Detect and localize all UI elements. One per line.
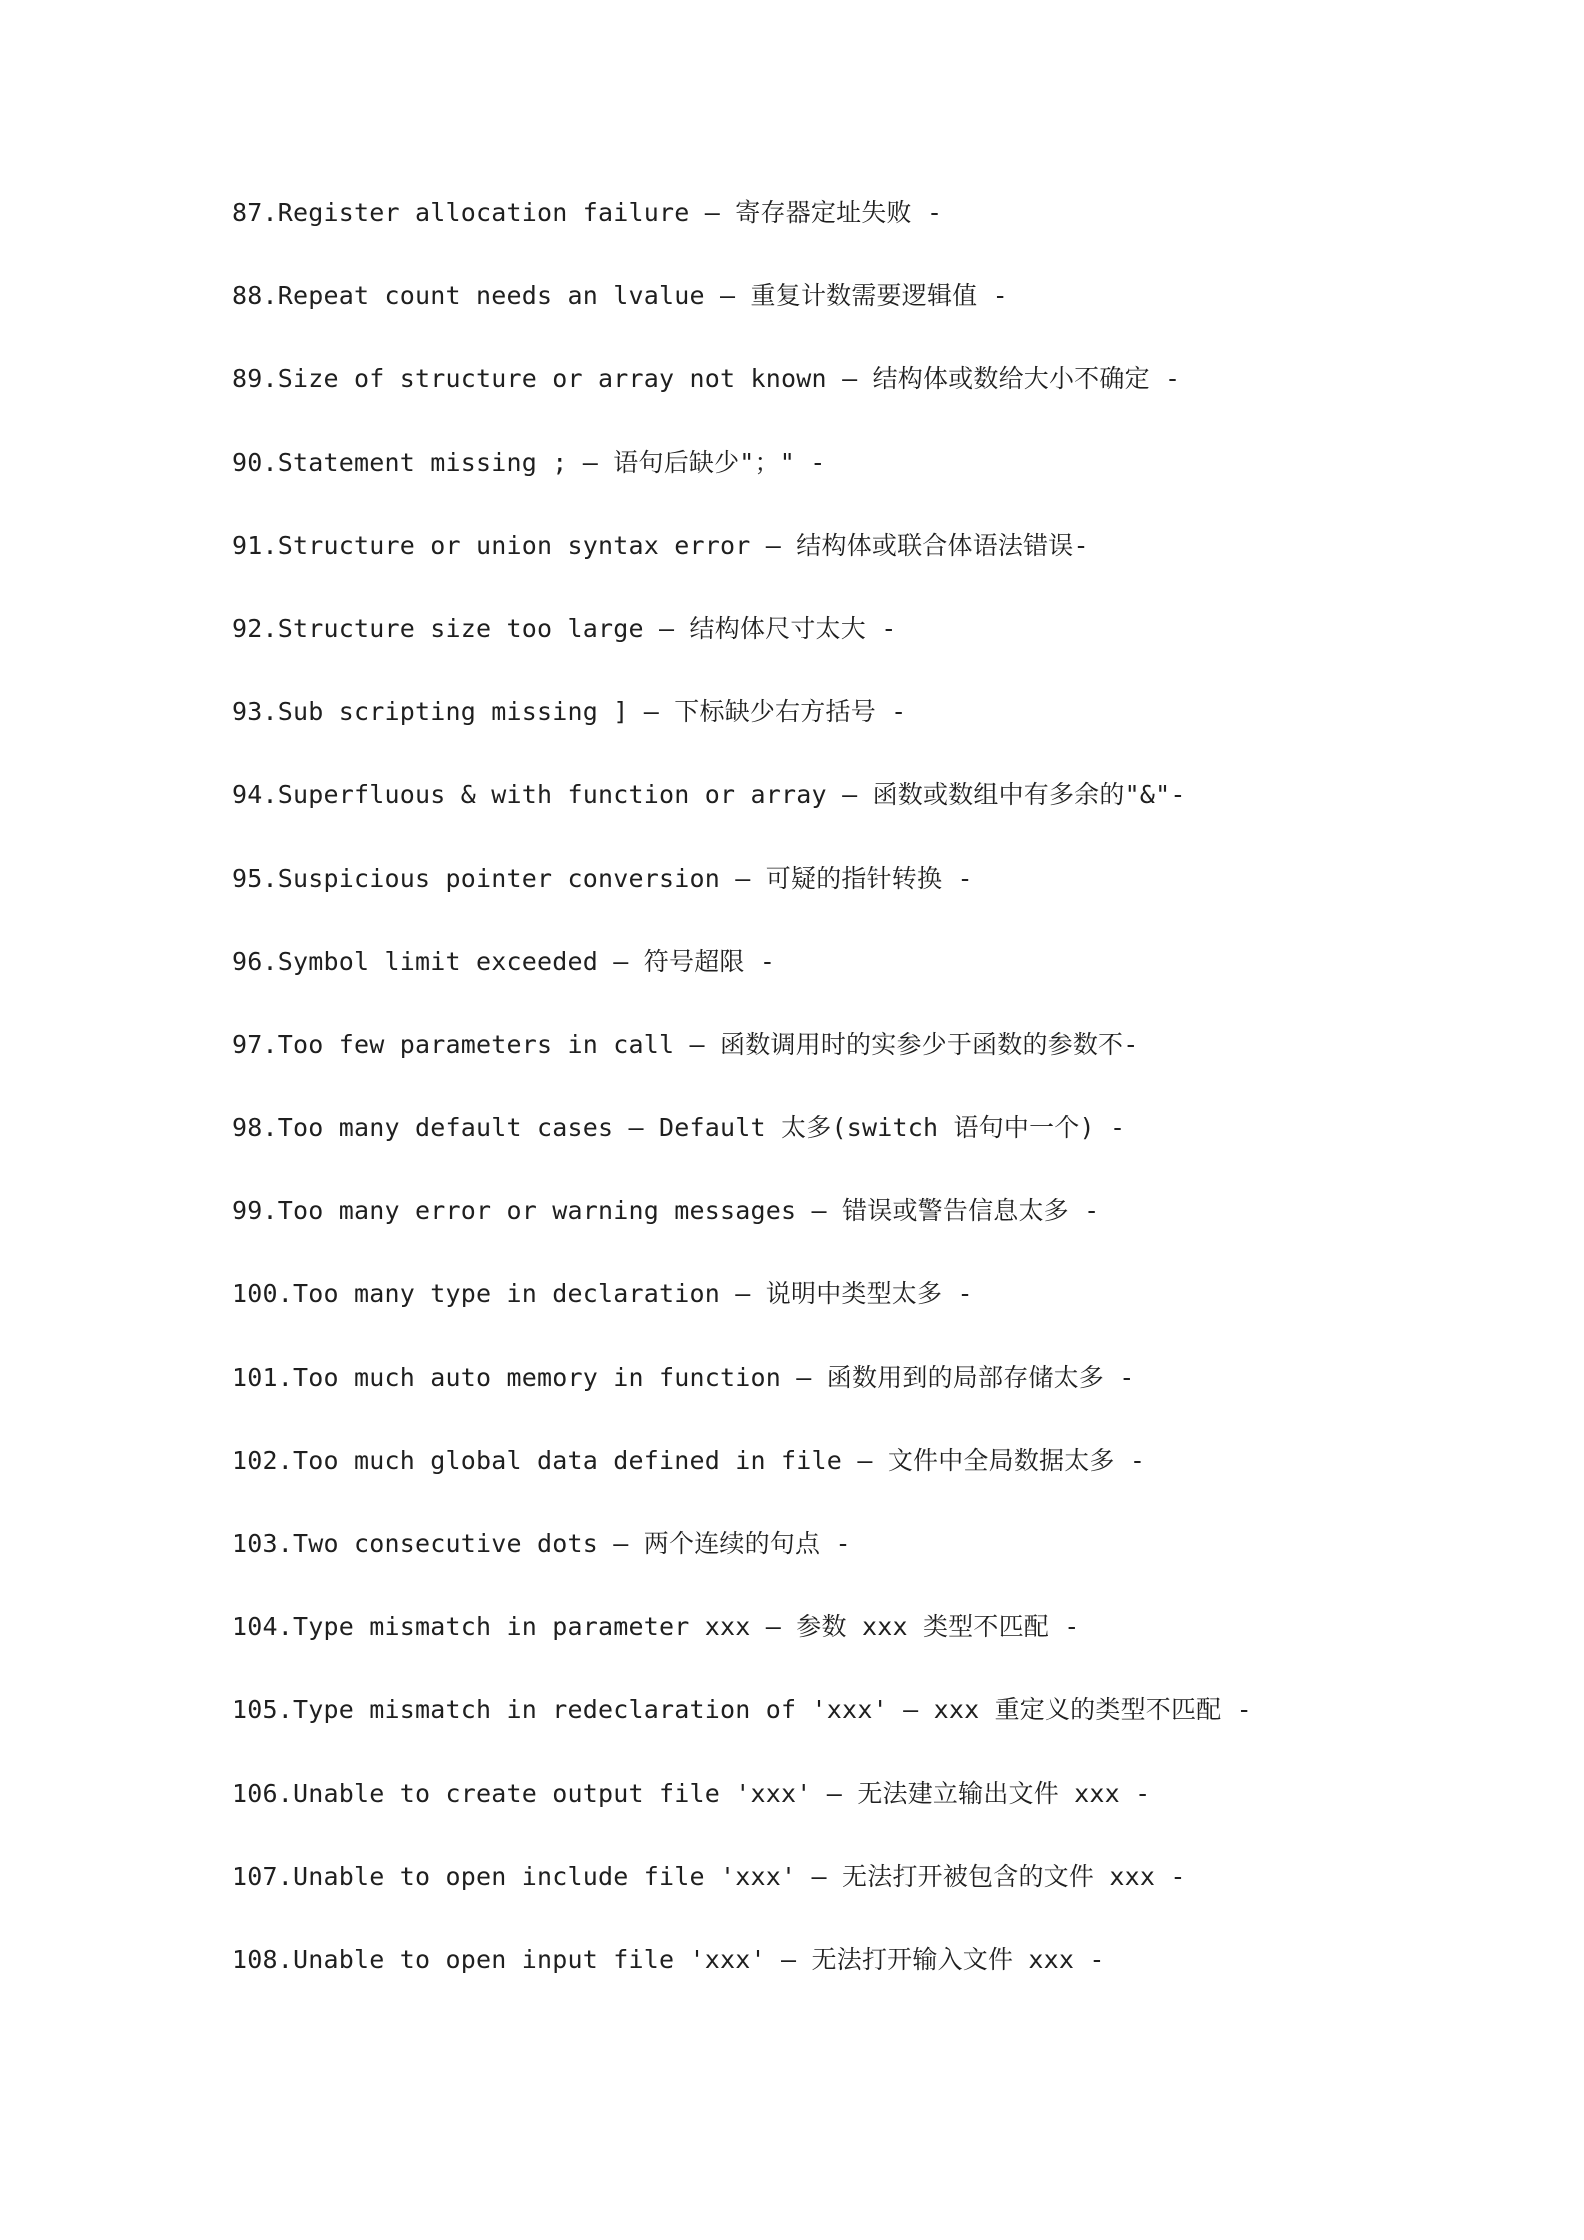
item-number: 89. (232, 364, 278, 394)
item-text: Statement missing ; — 语句后缺少"；" - (277, 447, 826, 477)
item-number: 101. (232, 1362, 294, 1392)
item-number: 94. (232, 780, 278, 810)
list-item (232, 273, 1492, 356)
item-text: Too much global data defined in file — 文件中全局数据太多 - (293, 1445, 1146, 1475)
error-message-list (232, 190, 1492, 2020)
item-text: Type mismatch in parameter xxx — 参数 xxx 类型不匹配 - (293, 1612, 1080, 1642)
item-text: Unable to create output file 'xxx' — 无法建立输出文件 xxx - (293, 1778, 1151, 1808)
item-number: 100. (232, 1279, 294, 1309)
item-number: 98. (232, 1113, 278, 1143)
item-text: Too many default cases — Default 太多(switch 语句中一个) - (277, 1113, 1126, 1143)
item-number: 92. (232, 613, 278, 643)
item-text: Type mismatch in redeclaration of 'xxx' — xxx 重定义的类型不匹配 - (293, 1695, 1252, 1725)
item-number: 108. (232, 1944, 294, 1974)
item-number: 96. (232, 946, 278, 976)
list-item (232, 606, 1492, 689)
list-item (232, 1355, 1492, 1438)
item-number: 87. (232, 198, 278, 227)
list-item (232, 939, 1492, 1022)
list-item (232, 1105, 1492, 1188)
list-item (232, 190, 1492, 273)
item-text: Symbol limit exceeded — 符号超限 - (277, 946, 776, 976)
item-text: Repeat count needs an lvalue — 重复计数需要逻辑值 - (277, 281, 1008, 311)
item-number: 105. (232, 1695, 294, 1725)
item-text: Unable to open include file 'xxx' — 无法打开被包含的文件 xxx - (293, 1861, 1186, 1891)
list-item (232, 523, 1492, 606)
list-item (232, 1937, 1492, 2020)
list-item (232, 1022, 1492, 1105)
item-number: 99. (232, 1196, 278, 1226)
item-number: 104. (232, 1612, 294, 1642)
item-text: Too few parameters in call — 函数调用时的实参少于函数的参数不- (277, 1029, 1139, 1059)
list-item (232, 1188, 1492, 1271)
item-text: Sub scripting missing ] — 下标缺少右方括号 - (277, 697, 907, 727)
item-text: Unable to open input file 'xxx' — 无法打开输入文件 xxx - (293, 1944, 1105, 1974)
item-text: Register allocation failure — 寄存器定址失败 - (277, 198, 943, 227)
item-text: Structure or union syntax error — 结构体或联合体语法错误- (277, 530, 1089, 560)
list-item (232, 1438, 1492, 1521)
list-item (232, 1854, 1492, 1937)
list-item (232, 356, 1492, 439)
list-item (232, 1271, 1492, 1354)
list-item (232, 1604, 1492, 1687)
item-text: Too many type in declaration — 说明中类型太多 - (293, 1279, 973, 1309)
item-number: 95. (232, 863, 278, 893)
item-text: Too much auto memory in function — 函数用到的局部存储太多 - (293, 1362, 1135, 1392)
item-number: 97. (232, 1029, 278, 1059)
item-text: Size of structure or array not known — 结构体或数给大小不确定 - (277, 364, 1181, 394)
item-text: Structure size too large — 结构体尺寸太大 - (277, 613, 897, 643)
list-item (232, 772, 1492, 855)
item-number: 102. (232, 1445, 294, 1475)
item-number: 88. (232, 281, 278, 311)
item-number: 103. (232, 1529, 294, 1558)
item-text: Suspicious pointer conversion — 可疑的指针转换 - (277, 863, 973, 893)
item-number: 93. (232, 697, 278, 727)
list-item (232, 856, 1492, 939)
item-text: Superfluous & with function or array — 函数或数组中有多余的"&"- (277, 780, 1186, 810)
list-item (232, 689, 1492, 772)
list-item (232, 1521, 1492, 1604)
list-item (232, 440, 1492, 523)
item-number: 106. (232, 1778, 294, 1808)
item-text: Two consecutive dots — 两个连续的句点 - (293, 1529, 851, 1558)
item-number: 91. (232, 530, 278, 560)
item-number: 107. (232, 1861, 294, 1891)
item-text: Too many error or warning messages — 错误或警告信息太多 - (277, 1196, 1100, 1226)
list-item (232, 1771, 1492, 1854)
list-item (232, 1687, 1492, 1770)
item-number: 90. (232, 447, 278, 477)
